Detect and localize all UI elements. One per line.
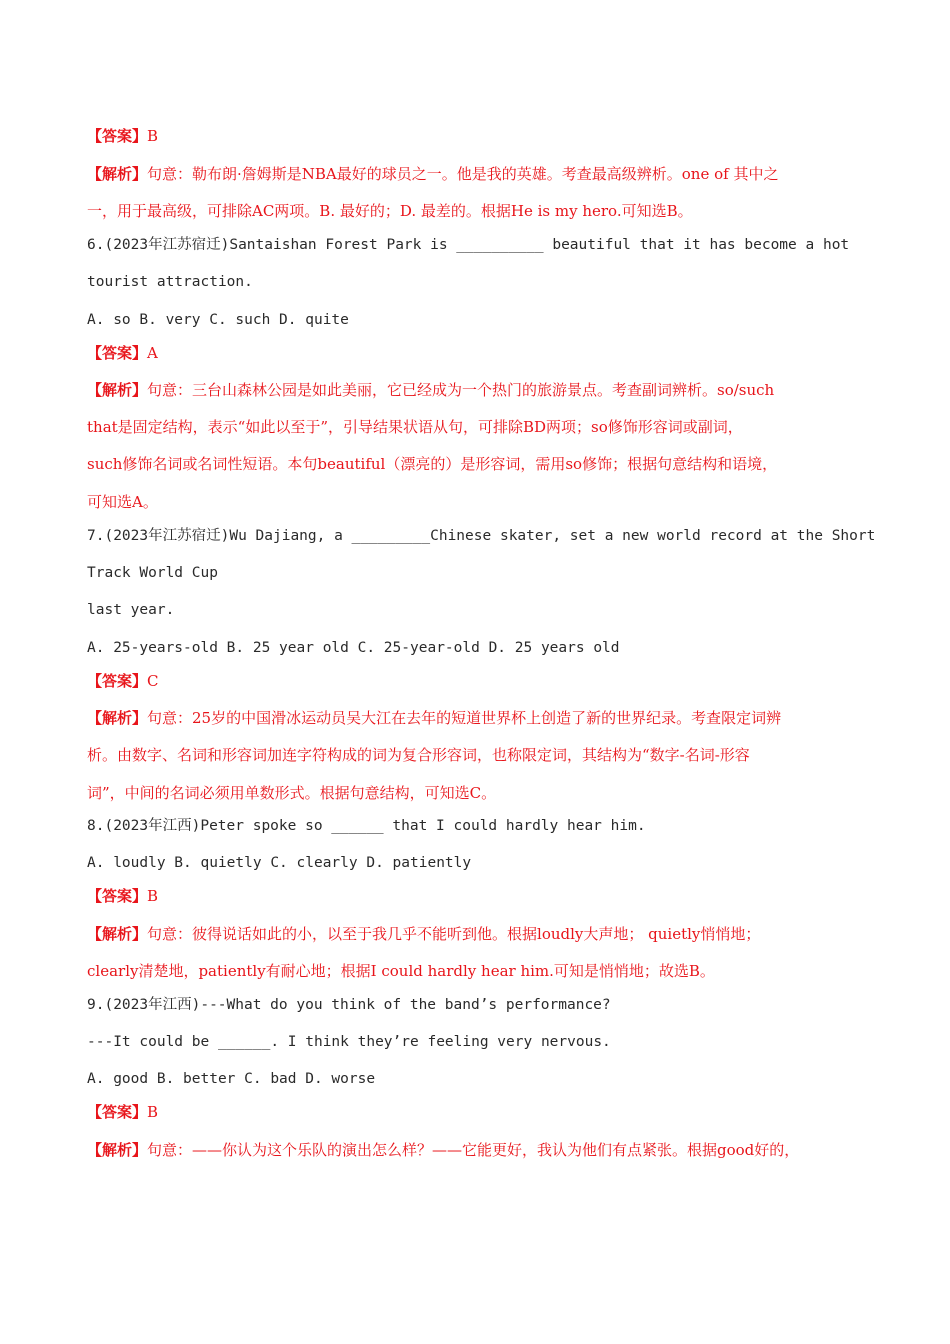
q6-analysis-line-3: such修饰名词或名词性短语。本句beautiful（漂亮的）是形容词，需用so修饰；根据句意结构和语境， <box>87 455 778 473</box>
q9-stem-line-2: ---It could be ______. I think they’re feeling very nervous. <box>87 1034 611 1050</box>
q9-options: A. good B. better C. bad D. worse <box>87 1071 376 1087</box>
q6-options: A. so B. very C. such D. quite <box>87 312 349 328</box>
q5-analysis-line-1: 【解析】句意：勒布朗·詹姆斯是NBA最好的球员之一。他是我的英雄。考查最高级辨析。one of 其中之 <box>87 165 779 183</box>
q5-answer: 【答案】B <box>87 127 159 145</box>
q8-answer: 【答案】B <box>87 887 159 905</box>
q6-stem-line-1: 6.(2023年江苏宿迁)Santaishan Forest Park is __________ beautiful that it has become a hot <box>87 237 850 253</box>
q9-answer: 【答案】B <box>87 1103 159 1121</box>
q8-stem-line-1: 8.(2023年江西)Peter spoke so ______ that I could hardly hear him. <box>87 818 646 834</box>
q7-analysis-line-2: 析。由数字、名词和形容词加连字符构成的词为复合形容词，也称限定词，其结构为“数字-名词-形容 <box>87 746 750 764</box>
q8-analysis-line-1: 【解析】句意：彼得说话如此的小，以至于我几乎不能听到他。根据loudly大声地； quietly悄悄地； <box>87 925 761 943</box>
q7-options: A. 25-years-old B. 25 year old C. 25-year-old D. 25 years old <box>87 640 620 656</box>
q6-analysis-line-4: 可知选A。 <box>87 493 158 511</box>
q7-stem-line-1: 7.(2023年江苏宿迁)Wu Dajiang, a _________Chinese skater, set a new world record at the Short <box>87 528 876 544</box>
q6-analysis-line-1: 【解析】句意：三台山森林公园是如此美丽，它已经成为一个热门的旅游景点。考查副词辨析。so/such <box>87 381 775 399</box>
q7-answer: 【答案】C <box>87 672 159 690</box>
q7-stem-line-2: Track World Cup <box>87 565 218 581</box>
q9-stem-line-1: 9.(2023年江西)---What do you think of the band’s performance? <box>87 997 611 1013</box>
q7-analysis-line-1: 【解析】句意：25岁的中国滑冰运动员吴大江在去年的短道世界杯上创造了新的世界纪录。考查限定词辨 <box>87 709 782 727</box>
q6-stem-line-2: tourist attraction. <box>87 274 253 290</box>
q7-stem-line-3: last year. <box>87 602 175 618</box>
q8-analysis-line-2: clearly清楚地，patiently有耐心地；根据I could hardly hear him.可知是悄悄地；故选B。 <box>87 962 715 980</box>
q6-analysis-line-2: that是固定结构，表示“如此以至于”，引导结果状语从句，可排除BD两项；so修饰形容词或副词， <box>87 418 743 436</box>
q9-analysis-line-1: 【解析】句意：——你认为这个乐队的演出怎么样？——它能更好，我认为他们有点紧张。根据good好的， <box>87 1141 800 1159</box>
q7-analysis-line-3: 词”，中间的名词必须用单数形式。根据句意结构，可知选C。 <box>87 784 497 802</box>
q6-answer: 【答案】A <box>87 344 158 362</box>
q8-options: A. loudly B. quietly C. clearly D. patiently <box>87 855 472 871</box>
q5-analysis-line-2: 一，用于最高级，可排除AC两项。B. 最好的；D. 最差的。根据He is my hero.可知选B。 <box>87 202 693 220</box>
